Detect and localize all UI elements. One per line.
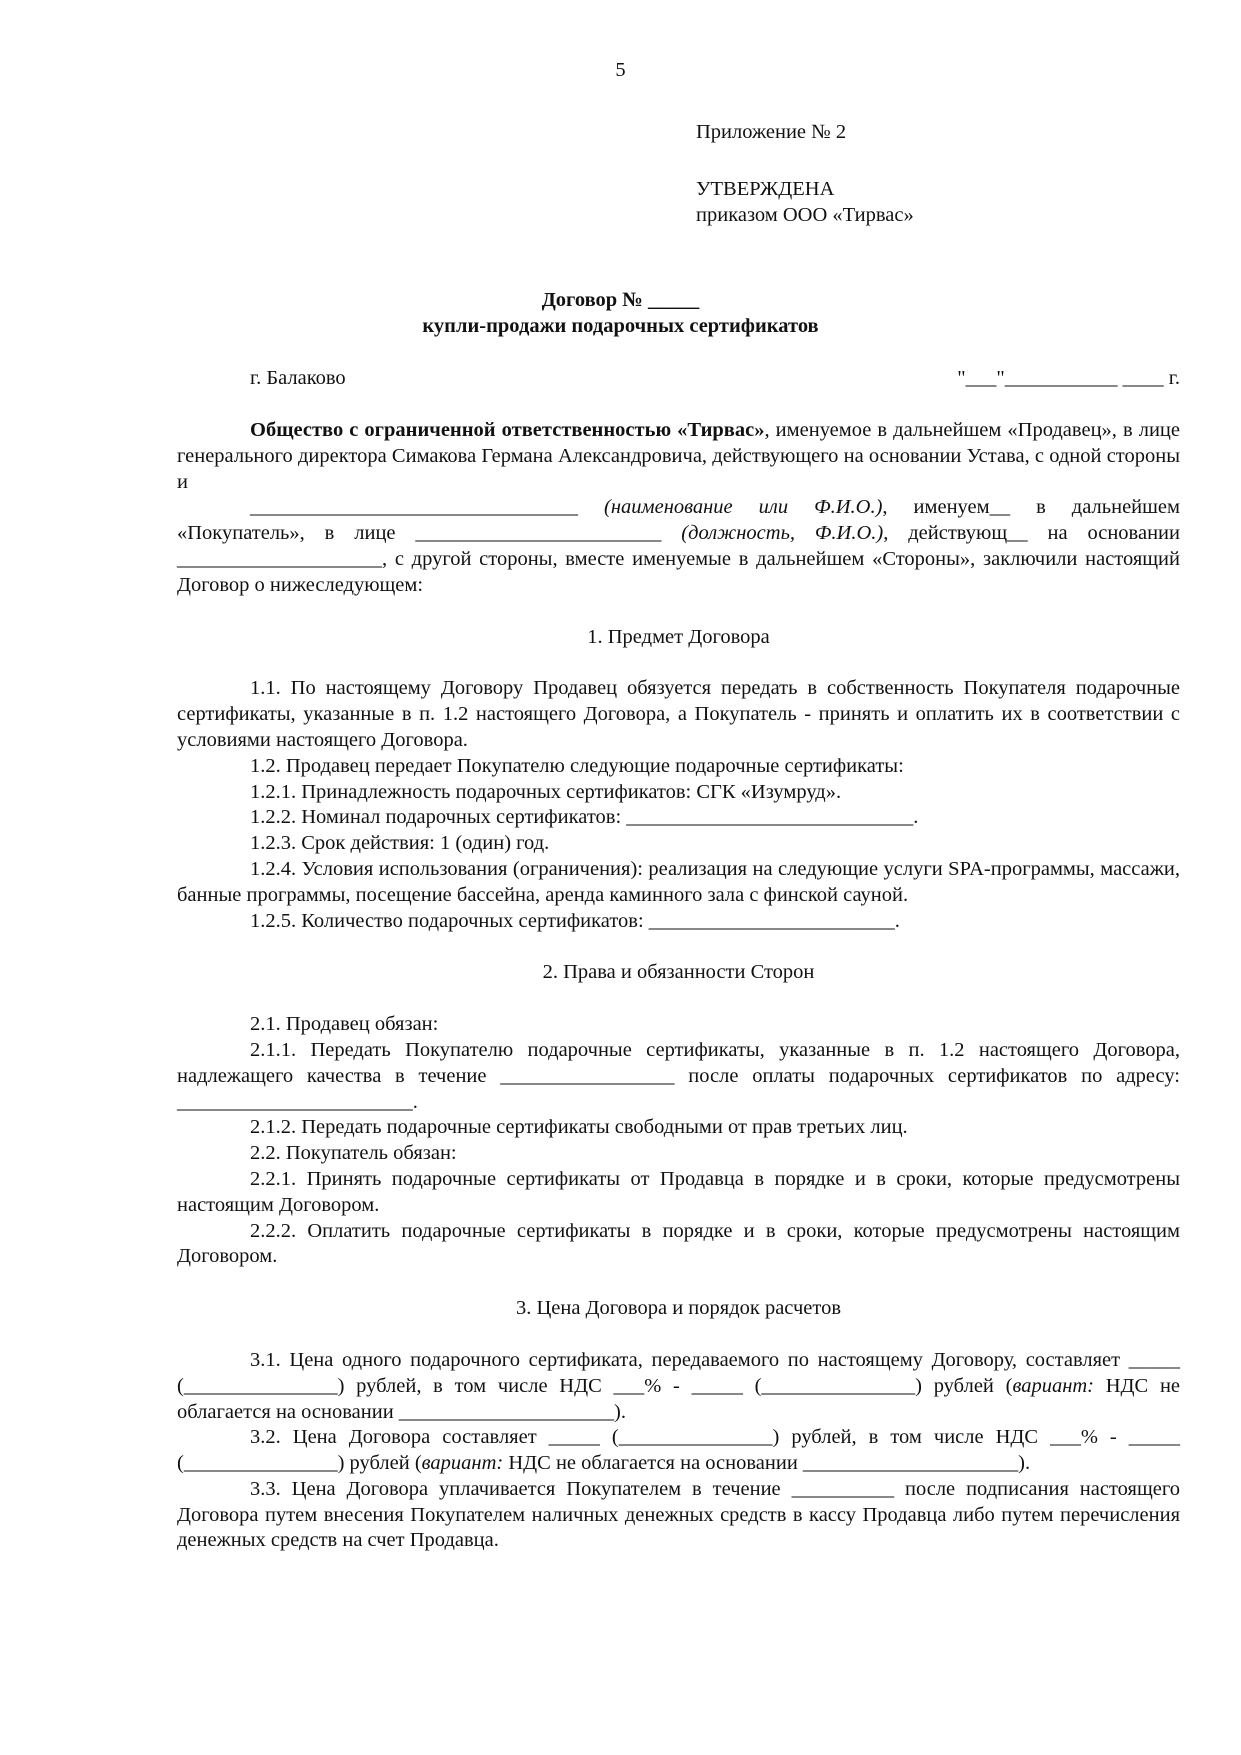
preamble-seller: Общество с ограниченной ответственностью «Тирвас», именуемое в дальнейшем «Продавец», в лице генерального директора Симакова Германа Александровича, действующего на основании Устава, с одной стороны и (177, 419, 1180, 493)
contract-date: "___"___________ ____ г. (957, 367, 1180, 389)
page-number: 5 (615, 59, 626, 81)
seller-name: Общество с ограниченной ответственностью «Тирвас» (250, 419, 765, 441)
contract-title: Договор № _____ (541, 289, 700, 311)
contract-place: г. Балаково (250, 367, 346, 389)
section-3-heading: 3. Цена Договора и порядок расчетов (515, 1297, 842, 1320)
clause-1-2-5: 1.2.5. Количество подарочных сертификатов: ________________________. (250, 909, 900, 932)
approved-line: УТВЕРЖДЕНА (696, 178, 835, 200)
clause-2-2-2: 2.2.2. Оплатить подарочные сертификаты в порядке и в сроки, которые предусмотрены настоящим Договором. (177, 1219, 1180, 1268)
clause-1-2-4: 1.2.4. Условия использования (ограничения): реализация на следующие услуги SPA-программы, массажи, банные программы, посещение бассейна, аренда каминного зала с финской сауной. (177, 857, 1180, 906)
clause-3-3: 3.3. Цена Договора уплачивается Покупателем в течение __________ после подписания настоящего Договора путем внесения Покупателем наличных денежных средств в кассу Продавца либо путем перечисления денежных средств на счет Продавца. (177, 1477, 1180, 1552)
clause-1-2-2: 1.2.2. Номинал подарочных сертификатов: ____________________________. (250, 806, 919, 829)
contract-subtitle: купли-продажи подарочных сертификатов (422, 315, 819, 337)
section-1-heading: 1. Предмет Договора (587, 625, 770, 648)
clause-2-2: 2.2. Покупатель обязан: (250, 1142, 457, 1165)
approved-by-order: приказом ООО «Тирвас» (696, 204, 914, 226)
clause-2-1-1: 2.1.1. Передать Покупателю подарочные сертификаты, указанные в п. 1.2 настоящего Договора, надлежащего качества в течение _________________ после оплаты подарочных сертификатов по адресу: _______________________. (177, 1038, 1180, 1113)
clause-1-2-1: 1.2.1. Принадлежность подарочных сертификатов: СГК «Изумруд». (250, 780, 842, 803)
clause-3-2: 3.2. Цена Договора составляет _____ (_______________) рублей, в том числе НДС ___% - _____ (_______________) рублей (вариант: НДС не облагается на основании _____________________). (177, 1426, 1180, 1475)
clause-3-1: 3.1. Цена одного подарочного сертификата, передаваемого по настоящему Договору, составляет _____ (_______________) рублей, в том числе НДС ___% - _____ (_______________) рублей (вариант: НДС не облагается на основании _____________________). (177, 1348, 1181, 1423)
clause-1-1: 1.1. По настоящему Договору Продавец обязуется передать в собственность Покупателя подарочные сертификаты, указанные в п. 1.2 настоящего Договора, а Покупатель - принять и оплатить их в соответствии с условиями настоящего Договора. (177, 677, 1180, 751)
approval-block (696, 177, 914, 229)
clause-2-2-1: 2.2.1. Принять подарочные сертификаты от Продавца в порядке и в сроки, которые предусмотрены настоящим Договором. (177, 1167, 1180, 1216)
clause-1-2: 1.2. Продавец передает Покупателю следующие подарочные сертификаты: (250, 754, 904, 777)
clause-1-2-3: 1.2.3. Срок действия: 1 (один) год. (250, 832, 550, 855)
clause-2-1: 2.1. Продавец обязан: (250, 1013, 439, 1036)
preamble-buyer: ________________________________ (наименование или Ф.И.О.), именуем__ в дальнейшем «Покупатель», в лице ________________________ (должность, Ф.И.О.), действующ__ на основании ____________________, с другой стороны, вместе именуемые в дальнейшем «Стороны», заключили настоящий Договор о нижеследующем: (177, 496, 1180, 596)
section-2-heading: 2. Права и обязанности Сторон (542, 961, 815, 984)
contract-body (177, 418, 1180, 1554)
clause-2-1-2: 2.1.2. Передать подарочные сертификаты свободными от прав третьих лиц. (250, 1116, 908, 1139)
appendix-label: Приложение № 2 (696, 121, 847, 143)
